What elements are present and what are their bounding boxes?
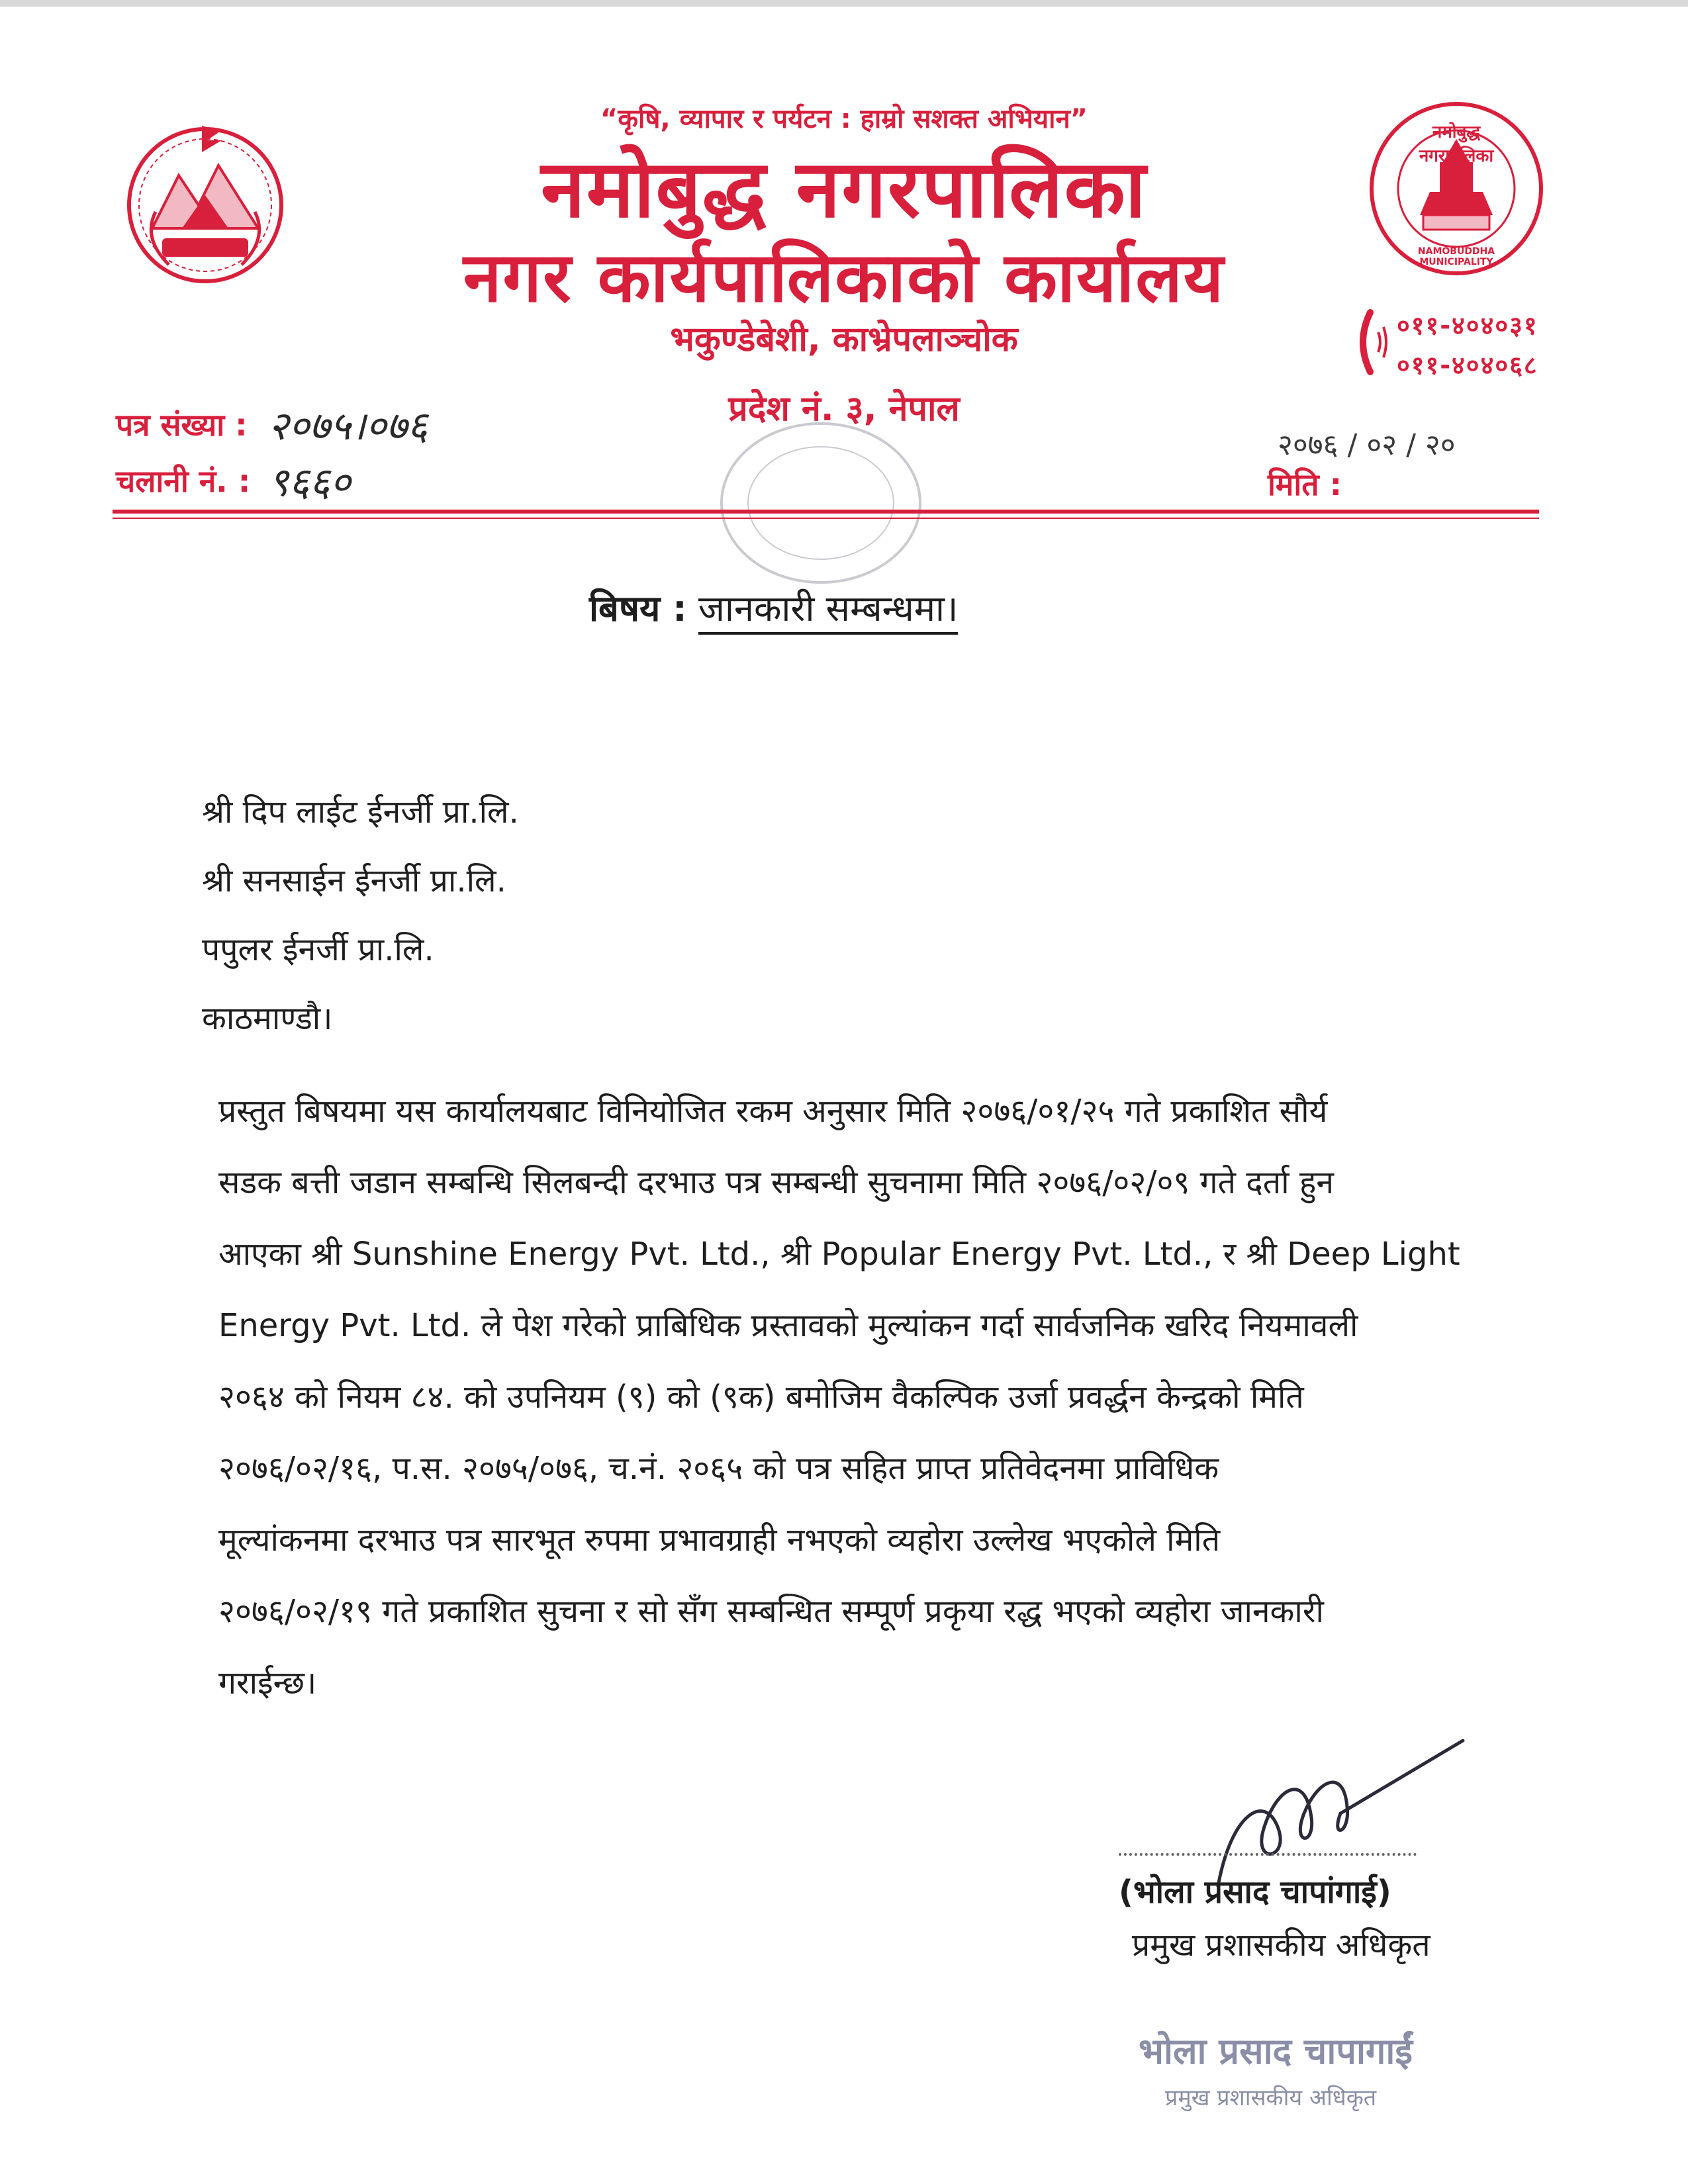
subject-label: बिषय :: [589, 588, 687, 629]
seal-text-np: नमोबुद्ध नगरपालिका: [1419, 122, 1494, 166]
letter-body: [218, 1075, 1476, 1719]
body-line: २०७६/०२/१६, प.स. २०७५/०७६, च.नं. २०६५ को पत्र सहित प्राप्त प्रतिवेदनमा प्राविधिक: [218, 1450, 1219, 1487]
date-label: मिति :: [1268, 467, 1342, 502]
body-line: आएका श्री Sunshine Energy Pvt. Ltd., श्री Popular Energy Pvt. Ltd., र श्री Deep Light: [218, 1236, 1460, 1273]
signatory-title: प्रमुख प्रशासकीय अधिकृत: [1132, 1927, 1430, 1964]
phone-icon: [1350, 306, 1390, 379]
body-line: Energy Pvt. Ltd. ले पेश गरेको प्राबिधिक प्रस्तावको मुल्यांकन गर्दा सार्वजनिक खरिद नियमावली: [218, 1307, 1358, 1344]
dispatch-no-value: ९६६०: [268, 459, 351, 506]
dispatch-no-label: चलानी नं. :: [116, 463, 251, 499]
date-value: २०७६ / ०२ / २०: [1278, 428, 1456, 462]
body-line: प्रस्तुत बिषयमा यस कार्यालयबाट विनियोजित रकम अनुसार मिति २०७६/०१/२५ गते प्रकाशित सौर्य: [218, 1093, 1328, 1130]
body-line: २०६४ को नियम ८४. को उपनियम (९) को (९क) बमोजिम वैकल्पिक उर्जा प्रवर्द्धन केन्द्रको मिति: [218, 1379, 1304, 1416]
letter-no-label: पत्र संख्या :: [116, 407, 248, 443]
subject-text: जानकारी सम्बन्धमा।: [698, 588, 959, 635]
name-stamp: भोला प्रसाद चापागाईं: [1139, 2030, 1413, 2072]
signatory-name: (भोला प्रसाद चापांगाई): [1119, 1874, 1391, 1911]
office-title: नगर कार्यपालिकाको कार्यालय: [463, 237, 1225, 318]
phone-number-1: ०११-४०४०३१: [1397, 311, 1538, 340]
office-stamp: [715, 417, 927, 589]
header-rule-thin: [113, 518, 1539, 519]
municipality-title: नमोबुद्ध नगरपालिका: [541, 144, 1147, 236]
address-line-2: प्रदेश नं. ३, नेपाल: [728, 389, 960, 429]
subject-line: [589, 582, 958, 631]
header-tagline: “कृषि, व्यापार र पर्यटन : हाम्रो सशक्त अभियान”: [600, 104, 1088, 134]
body-line: मूल्यांकनमा दरभाउ पत्र सारभूत रुपमा प्रभावग्राही नभएको व्यहोरा उल्लेख भएकोले मिति: [218, 1522, 1221, 1559]
body-line: २०७६/०२/१९ गते प्रकाशित सुचना र सो सँग सम्बन्धित सम्पूर्ण प्रकृया रद्ध भएको व्यहोरा जानकारी: [218, 1593, 1324, 1630]
municipality-seal-logo: [1367, 99, 1546, 278]
addressee-line: श्री सनसाईन ईनर्जी प्रा.लि.: [202, 862, 506, 899]
letter-no-value: २०७५।०७६: [268, 403, 428, 449]
body-line: सडक बत्ती जडान सम्बन्धि सिलबन्दी दरभाउ पत्र सम्बन्धी सुचनामा मिति २०७६/०२/०९ गते दर्ता हुन: [218, 1164, 1334, 1201]
name-stamp-title: प्रमुख प्रशासकीय अधिकृत: [1165, 2085, 1377, 2111]
address-line-1: भकुण्डेबेशी, काभ्रेपलाञ्चोक: [670, 320, 1018, 359]
scan-edge: [0, 0, 1688, 7]
addressee-line: श्री दिप लाईट ईनर्जी प्रा.लि.: [202, 794, 519, 831]
seal-text-en: NAMOBUDDHA MUNICIPALITY: [1417, 246, 1495, 267]
addressee-block: [202, 778, 1195, 1053]
header-rule: [113, 510, 1539, 514]
body-line: गराईन्छ।: [218, 1664, 317, 1702]
addressee-line: काठमाण्डौ।: [202, 1000, 333, 1037]
phone-number-2: ०११-४०४०६८: [1397, 351, 1538, 380]
signature-dotted-line: [1119, 1853, 1417, 1856]
addressee-line: पपुलर ईनर्जी प्रा.लि.: [202, 931, 434, 968]
